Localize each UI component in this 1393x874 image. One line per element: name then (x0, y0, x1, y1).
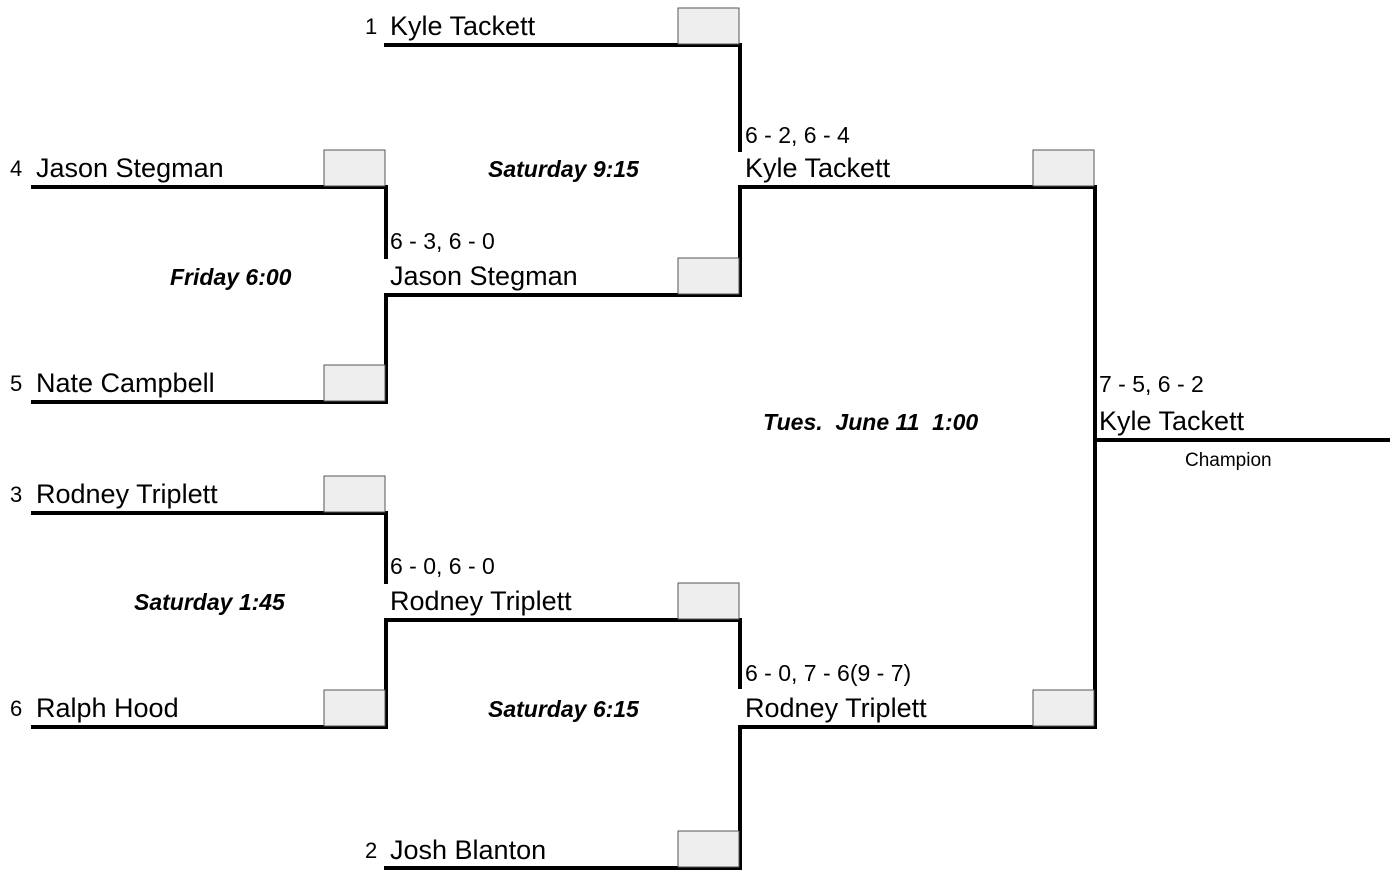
match-time-qf-top: Friday 6:00 (170, 264, 292, 290)
match-time-qf-bottom: Saturday 1:45 (134, 589, 285, 615)
winner-name-qf-top: Jason Stegman (390, 261, 578, 291)
match-score-sf-bottom: 6 - 0, 7 - 6(9 - 7) (745, 660, 912, 686)
player-name-seed-6: Ralph Hood (36, 693, 179, 723)
score-box-qf-bottom[interactable] (678, 583, 739, 619)
seed-number-4: 4 (10, 156, 23, 181)
score-box-seed-2[interactable] (678, 831, 739, 867)
match-score-final: 7 - 5, 6 - 2 (1099, 371, 1204, 397)
match-score-sf-top: 6 - 2, 6 - 4 (745, 122, 850, 148)
seed-number-2: 2 (365, 838, 378, 863)
winner-name-sf-bottom: Rodney Triplett (745, 693, 927, 723)
champion-label: Champion (1185, 450, 1272, 471)
score-box-sf-top[interactable] (1033, 150, 1094, 186)
score-box-seed-3[interactable] (324, 476, 385, 512)
seed-number-6: 6 (10, 696, 23, 721)
winner-name-qf-bottom: Rodney Triplett (390, 586, 572, 616)
player-name-seed-2: Josh Blanton (390, 835, 547, 865)
score-box-sf-bottom[interactable] (1033, 690, 1094, 726)
seed-number-1: 1 (365, 14, 378, 39)
match-score-qf-top: 6 - 3, 6 - 0 (390, 228, 495, 254)
seed-number-5: 5 (10, 371, 23, 396)
score-box-seed-5[interactable] (324, 365, 385, 401)
player-name-seed-3: Rodney Triplett (36, 479, 218, 509)
match-time-sf-top: Saturday 9:15 (488, 156, 639, 182)
score-box-qf-top[interactable] (678, 258, 739, 294)
match-score-qf-bottom: 6 - 0, 6 - 0 (390, 553, 495, 579)
player-name-seed-4: Jason Stegman (36, 153, 224, 183)
score-box-seed-1[interactable] (678, 8, 739, 44)
winner-name-sf-top: Kyle Tackett (745, 153, 891, 183)
champion-name: Kyle Tackett (1099, 406, 1245, 436)
seed-number-3: 3 (10, 482, 23, 507)
match-time-final: Tues. June 11 1:00 (763, 409, 979, 435)
player-name-seed-5: Nate Campbell (36, 368, 215, 398)
score-box-seed-6[interactable] (324, 690, 385, 726)
match-time-sf-bottom: Saturday 6:15 (488, 696, 639, 722)
score-box-seed-4[interactable] (324, 150, 385, 186)
player-name-seed-1: Kyle Tackett (390, 11, 536, 41)
